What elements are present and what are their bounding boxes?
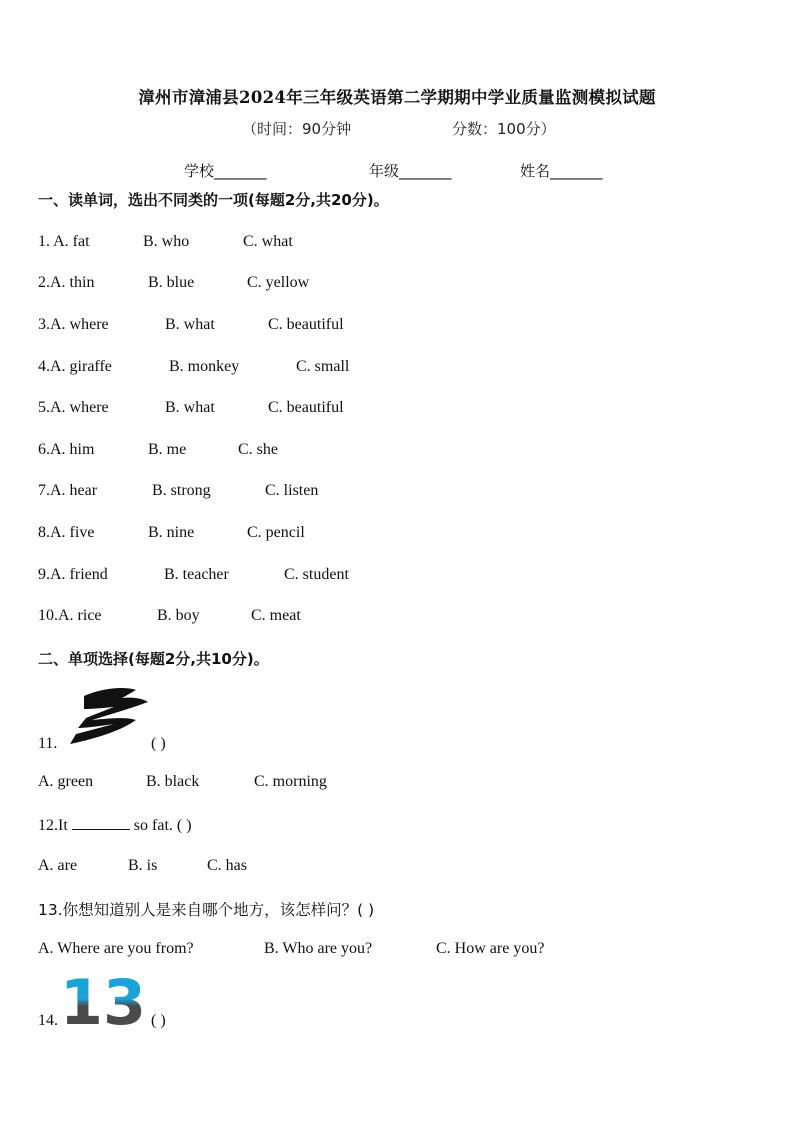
question-number: 4.	[38, 358, 50, 375]
option-a: A. giraffe	[50, 358, 112, 375]
question-7	[38, 482, 319, 500]
black-scribble-picture	[62, 684, 152, 746]
option-b: B. me	[148, 441, 187, 458]
question-number: 14.	[38, 1012, 58, 1029]
grade-field: 年级_______	[369, 162, 452, 180]
option-c: C. listen	[265, 482, 319, 499]
option-a: A. him	[50, 441, 95, 458]
section-2-heading: 二、单项选择(每题2分,共10分)。	[38, 650, 269, 668]
option-b: B. Who are you?	[264, 940, 373, 957]
question-number: 3.	[38, 316, 50, 333]
option-c: C. beautiful	[268, 399, 344, 416]
option-c: C. How are you?	[436, 940, 545, 957]
question-5	[38, 399, 344, 417]
option-c: C. beautiful	[268, 316, 344, 333]
question-14	[38, 1012, 166, 1030]
option-c: C. meat	[251, 607, 301, 624]
picture-number: 13	[60, 972, 146, 1028]
answer-paren: ( )	[151, 1012, 166, 1029]
option-b: B. blue	[148, 274, 195, 291]
option-a: A. hear	[50, 482, 98, 499]
option-c: C. morning	[254, 773, 327, 790]
time-info: （时间：90分钟	[242, 120, 352, 138]
option-b: B. strong	[152, 482, 211, 499]
option-b: B. is	[128, 857, 158, 874]
question-number: 9.	[38, 566, 50, 583]
option-c: C. small	[296, 358, 350, 375]
question-13	[38, 898, 374, 920]
question-text: 13.你想知道别人是来自哪个地方，该怎样问？( )	[38, 901, 375, 919]
option-a: A. green	[38, 773, 94, 790]
option-a: A. five	[50, 524, 95, 541]
option-b: B. what	[165, 399, 215, 416]
option-b: B. monkey	[169, 358, 240, 375]
option-b: B. black	[146, 773, 200, 790]
option-a: A. where	[50, 399, 109, 416]
option-c: C. pencil	[247, 524, 305, 541]
question-12-options	[38, 857, 247, 875]
question-13-options	[38, 940, 545, 958]
exam-title: 漳州市漳浦县2024年三年级英语第二学期期中学业质量监测模拟试题	[138, 88, 656, 107]
number-13-picture	[60, 972, 146, 1028]
score-info: 分数：100分）	[452, 120, 556, 138]
scribble-stroke	[70, 688, 148, 744]
question-1	[38, 233, 293, 251]
question-number: 8.	[38, 524, 50, 541]
question-number: 5.	[38, 399, 50, 416]
option-a: A. are	[38, 857, 78, 874]
option-a: A. Where are you from?	[38, 940, 194, 957]
option-a: A. fat	[53, 233, 90, 250]
question-10	[38, 607, 301, 625]
option-b: B. who	[143, 233, 190, 250]
option-b: B. what	[165, 316, 215, 333]
option-c: C. has	[207, 857, 247, 874]
option-b: B. nine	[148, 524, 195, 541]
question-8	[38, 524, 305, 542]
question-3	[38, 316, 344, 334]
question-number: 7.	[38, 482, 50, 499]
question-6	[38, 441, 278, 459]
option-c: C. student	[284, 566, 349, 583]
question-prefix: 12.It	[38, 817, 68, 834]
answer-paren: ( )	[151, 735, 166, 752]
question-number: 10.	[38, 607, 58, 624]
question-number: 6.	[38, 441, 50, 458]
question-suffix: so fat. ( )	[133, 817, 192, 834]
question-11-options	[38, 773, 327, 791]
answer-blank	[72, 815, 130, 830]
name-field: 姓名_______	[520, 162, 603, 180]
question-9	[38, 566, 349, 584]
question-number: 11.	[38, 735, 58, 752]
option-b: B. boy	[157, 607, 200, 624]
question-11	[38, 735, 166, 753]
question-number: 1.	[38, 233, 54, 250]
option-a: A. thin	[50, 274, 95, 291]
section-1-heading: 一、读单词，选出不同类的一项(每题2分,共20分)。	[38, 191, 389, 209]
question-4	[38, 358, 350, 376]
option-c: C. what	[243, 233, 293, 250]
question-12	[38, 815, 192, 835]
option-b: B. teacher	[164, 566, 229, 583]
question-number: 2.	[38, 274, 50, 291]
school-field: 学校_______	[184, 162, 267, 180]
option-c: C. yellow	[247, 274, 310, 291]
option-a: A. friend	[50, 566, 108, 583]
option-a: A. where	[50, 316, 109, 333]
option-a: A. rice	[58, 607, 102, 624]
option-c: C. she	[238, 441, 278, 458]
question-2	[38, 274, 310, 292]
